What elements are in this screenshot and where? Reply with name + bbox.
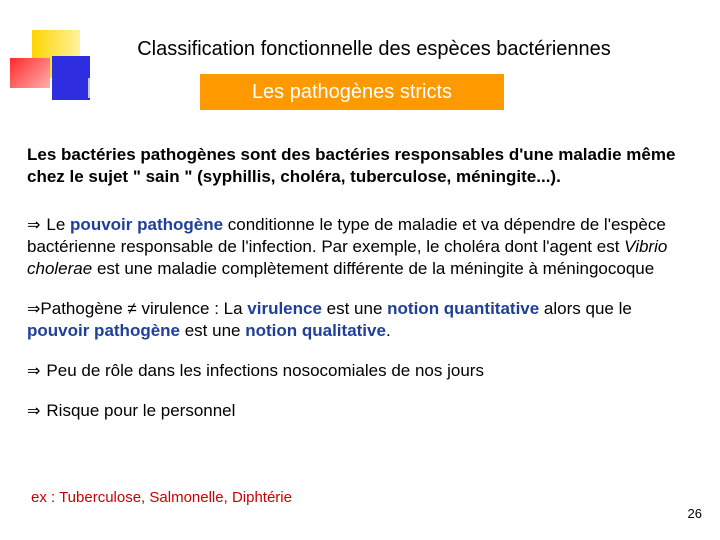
not-equal-icon: ≠ [127,299,137,318]
implies-arrow-icon: ⇒ [27,299,41,318]
text-run: virulence : La [136,299,248,318]
highlight-term: virulence [247,299,322,318]
nosocomial-paragraph [27,360,697,382]
implies-arrow-icon: ⇒ [27,215,41,234]
decorative-line [88,78,90,98]
text-run: Pathogène [40,299,128,318]
page-number: 26 [687,506,702,521]
virulence-paragraph [27,298,697,342]
text-run: conditionne le type de maladie et va dépendre de l'espèce bactérienne responsable de l'infection. Par exemple, le choléra dont l'agent est [27,215,666,256]
text-run: est une [180,321,246,340]
pathogenic-power-paragraph [27,214,697,280]
text-run: est une maladie complètement différente de la méningite à méningocoque [92,259,655,278]
intro-paragraph: Les bactéries pathogènes sont des bactéries responsables d'une maladie même chez le sujet " sain " (syphillis, choléra, tuberculose, méningite...). [27,145,676,186]
slide-title: Classification fonctionnelle des espèces bactériennes [137,38,611,60]
species-name: Vibrio cholerae [27,237,668,278]
implies-arrow-icon: ⇒ [27,361,41,380]
staff-risk-paragraph [27,400,697,422]
example-text: ex : Tuberculose, Salmonelle, Diphtérie [31,489,292,506]
text-run: . [385,321,391,340]
text-run: alors que le [539,299,632,318]
highlight-term: pouvoir pathogène [27,321,180,340]
text-run: Le [46,215,71,234]
decorative-red-square [10,58,50,88]
slide-subtitle [200,74,504,110]
decorative-blue-square [52,56,90,100]
subtitle-text: Les pathogènes stricts [251,80,453,103]
slide-content [27,144,697,422]
highlight-term: pouvoir pathogène [70,215,224,234]
text-run: Risque pour le personnel [46,401,236,420]
text-run: est une [321,299,388,318]
highlight-term: notion qualitative [245,321,386,340]
text-run: Peu de rôle dans les infections nosocomiales de nos jours [46,361,484,380]
implies-arrow-icon: ⇒ [27,401,41,420]
highlight-term: notion quantitative [387,299,540,318]
